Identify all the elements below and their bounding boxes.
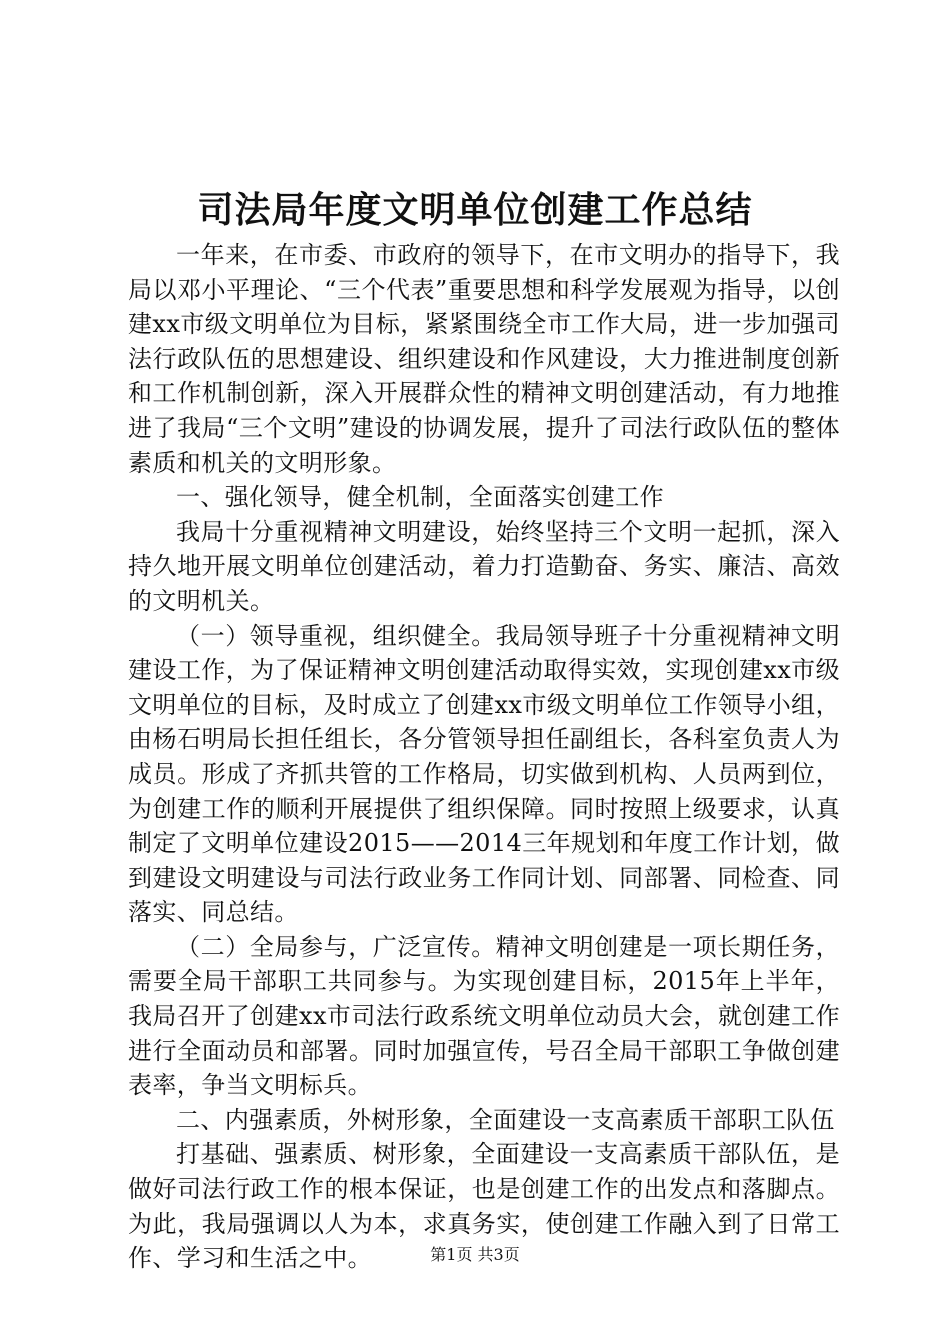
section-heading-1: 一、强化领导，健全机制，全面落实创建工作 <box>176 483 664 512</box>
paragraph-section-1: 我局十分重视精神文明建设，始终坚持三个文明一起抓，深入持久地开展文明单位创建活动，着力打造勤奋、务实、廉洁、高效的文明机关。 <box>128 517 840 615</box>
document-body <box>128 238 840 1276</box>
page-number-footer: 第1页 共3页 <box>430 1245 520 1264</box>
paragraph-intro: 一年来，在市委、市政府的领导下，在市文明办的指导下，我局以邓小平理论、“三个代表”重要思想和科学发展观为指导，以创建xx市级文明单位为目标，紧紧围绕全市工作大局，进一步加强司法行政队伍的思想建设、组织建设和作风建设，大力推进制度创新和工作机制创新，深入开展群众性的精神文明创建活动，有力地推进了我局“三个文明”建设的协调发展，提升了司法行政队伍的整体素质和机关的文明形象。 <box>128 241 840 477</box>
document-title: 司法局年度文明单位创建工作总结 <box>197 189 753 231</box>
section-heading-2: 二、内强素质，外树形象，全面建设一支高素质干部职工队伍 <box>176 1105 835 1134</box>
paragraph-subsection-1: （一）领导重视，组织健全。我局领导班子十分重视精神文明建设工作，为了保证精神文明创建活动取得实效，实现创建xx市级文明单位的目标，及时成立了创建xx市级文明单位工作领导小组，由杨石明局长担任组长，各分管领导担任副组长，各科室负责人为成员。形成了齐抓共管的工作格局，切实做到机构、人员两到位，为创建工作的顺利开展提供了组织保障。同时按照上级要求，认真制定了文明单位建设2015——2014三年规划和年度工作计划，做到建设文明建设与司法行政业务工作同计划、同部署、同检查、同落实、同总结。 <box>128 621 840 927</box>
paragraph-section-2: 打基础、强素质、树形象，全面建设一支高素质干部队伍，是做好司法行政工作的根本保证，也是创建工作的出发点和落脚点。为此，我局强调以人为本，求真务实，使创建工作融入到了日常工作、学习和生活之中。 <box>128 1140 840 1273</box>
paragraph-subsection-2: （二）全局参与，广泛宣传。精神文明创建是一项长期任务，需要全局干部职工共同参与。为实现创建目标，2015年上半年，我局召开了创建xx市司法行政系统文明单位动员大会，就创建工作进行全面动员和部署。同时加强宣传，号召全局干部职工争做创建表率，争当文明标兵。 <box>128 932 840 1100</box>
